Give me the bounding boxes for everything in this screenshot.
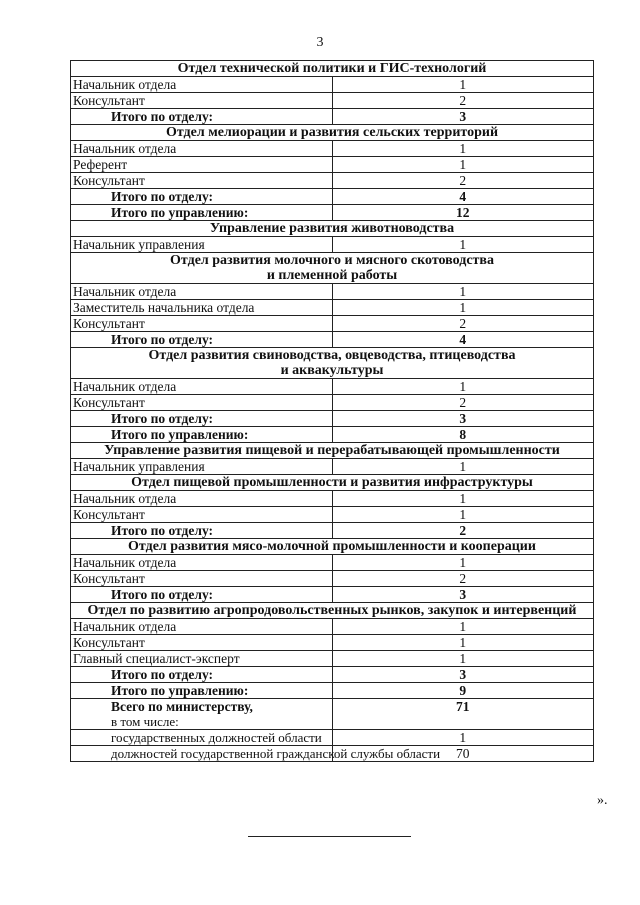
- total-row: [71, 189, 594, 205]
- count-value: 2: [332, 571, 594, 587]
- count-value: 2: [332, 93, 594, 109]
- label-text: Консультант: [73, 173, 145, 188]
- count-value: 1: [332, 507, 594, 523]
- section-header-row: [71, 443, 594, 459]
- position-label: [71, 109, 333, 125]
- position-label: [71, 93, 333, 109]
- section-title-line: Отдел технической политики и ГИС-технологий: [177, 61, 487, 76]
- section-title-line: Отдел развития мясо-молочной промышленности и кооперации: [128, 539, 536, 554]
- position-label: [71, 746, 441, 762]
- section-title-line: Отдел развития молочного и мясного скотоводства: [170, 253, 494, 268]
- section-header-row: [71, 61, 594, 77]
- position-label: [71, 635, 333, 651]
- position-label: [71, 284, 333, 300]
- label-text: Консультант: [73, 507, 145, 522]
- count-value: 71: [332, 699, 594, 730]
- position-label: [71, 555, 333, 571]
- section-title-line: Отдел развития свиноводства, овцеводства, птицеводства: [148, 348, 516, 363]
- count-value: 3: [332, 587, 594, 603]
- count-value: 1: [332, 284, 594, 300]
- section-header-row: [71, 539, 594, 555]
- count-value: 1: [332, 300, 594, 316]
- position-label: [71, 523, 333, 539]
- label-text: Заместитель начальника отдела: [73, 300, 255, 315]
- table-row: [71, 237, 594, 253]
- table-row: [71, 141, 594, 157]
- position-label: [71, 77, 333, 93]
- label-text: Начальник отдела: [73, 379, 177, 394]
- table-row: [71, 571, 594, 587]
- page-number: 3: [316, 35, 324, 50]
- total-row: [71, 427, 594, 443]
- table-row: [71, 746, 594, 762]
- position-label: [71, 332, 333, 348]
- table-row: [71, 173, 594, 189]
- position-label: [71, 507, 333, 523]
- count-value: 1: [332, 237, 594, 253]
- table-row: [71, 730, 594, 746]
- count-value: 1: [332, 555, 594, 571]
- label-text: Начальник отдела: [73, 284, 177, 299]
- position-label: [71, 619, 333, 635]
- count-value: 1: [332, 141, 594, 157]
- count-value: 1: [332, 379, 594, 395]
- separator-line: [248, 836, 411, 837]
- position-label: [71, 683, 333, 699]
- count-value: 4: [332, 189, 594, 205]
- section-header-row: [71, 253, 594, 284]
- section-title: [71, 125, 594, 141]
- total-row: [71, 523, 594, 539]
- section-title-line: и племенной работы: [266, 268, 398, 283]
- section-header-row: [71, 475, 594, 491]
- label-text: Итого по отделу:: [111, 667, 214, 682]
- position-label: [71, 587, 333, 603]
- table-row: [71, 77, 594, 93]
- table-row: [71, 507, 594, 523]
- count-value: 2: [332, 316, 594, 332]
- label-text: Начальник отдела: [73, 491, 177, 506]
- total-row: [71, 683, 594, 699]
- count-value: 1: [332, 730, 594, 746]
- label-text: Итого по отделу:: [111, 332, 214, 347]
- table-row: [71, 699, 594, 730]
- table-row: [71, 300, 594, 316]
- table-row: [71, 491, 594, 507]
- count-value: 1: [332, 491, 594, 507]
- position-label: [71, 427, 333, 443]
- label-text: Итого по отделу:: [111, 109, 214, 124]
- label-text: Начальник управления: [73, 459, 205, 474]
- label-text: Всего по министерству,: [111, 699, 253, 714]
- staff-table: [70, 60, 594, 762]
- table-row: [71, 459, 594, 475]
- position-label: [71, 651, 333, 667]
- label-text: Итого по управлению:: [111, 683, 249, 698]
- count-value: 9: [332, 683, 594, 699]
- section-title-line: Управление развития пищевой и перерабатывающей промышленности: [104, 443, 560, 458]
- count-value: 2: [332, 395, 594, 411]
- position-label: [71, 157, 333, 173]
- section-title: [71, 475, 594, 491]
- table-row: [71, 316, 594, 332]
- position-label: [71, 395, 333, 411]
- position-label: [71, 141, 333, 157]
- section-title: [71, 603, 594, 619]
- position-label: [71, 300, 333, 316]
- position-label: [71, 411, 333, 427]
- position-label: [71, 237, 333, 253]
- label-text: Консультант: [73, 93, 145, 108]
- total-row: [71, 205, 594, 221]
- position-label: [71, 571, 333, 587]
- position-label: [71, 491, 333, 507]
- table-row: [71, 635, 594, 651]
- count-value: 12: [332, 205, 594, 221]
- count-value: 1: [332, 651, 594, 667]
- label-text: Начальник отдела: [73, 77, 177, 92]
- section-title: [71, 253, 594, 284]
- section-title: [71, 539, 594, 555]
- total-row: [71, 109, 594, 125]
- section-header-row: [71, 125, 594, 141]
- label-text: Итого по управлению:: [111, 427, 249, 442]
- label-text: Итого по отделу:: [111, 523, 214, 538]
- count-value: 4: [332, 332, 594, 348]
- count-value: 70: [332, 746, 594, 762]
- label-text: Начальник отдела: [73, 141, 177, 156]
- section-title-line: Отдел мелиорации и развития сельских территорий: [165, 125, 499, 140]
- position-label: [71, 699, 333, 730]
- section-title-line: Отдел по развитию агропродовольственных рынков, закупок и интервенций: [87, 603, 577, 618]
- label-text: Итого по управлению:: [111, 205, 249, 220]
- count-value: 1: [332, 77, 594, 93]
- label-text: должностей государственной гражданской службы области: [111, 746, 441, 761]
- total-row: [71, 587, 594, 603]
- count-value: 2: [332, 523, 594, 539]
- position-label: [71, 205, 333, 221]
- position-label: [71, 459, 333, 475]
- label-text: Начальник отдела: [73, 555, 177, 570]
- position-label: [71, 316, 333, 332]
- label-text: Итого по отделу:: [111, 587, 214, 602]
- count-value: 1: [332, 459, 594, 475]
- label-text: Консультант: [73, 635, 145, 650]
- table-row: [71, 651, 594, 667]
- section-title: [71, 443, 594, 459]
- count-value: 3: [332, 667, 594, 683]
- table-row: [71, 619, 594, 635]
- position-label: [71, 173, 333, 189]
- total-row: [71, 332, 594, 348]
- section-title: [71, 348, 594, 379]
- position-label: [71, 379, 333, 395]
- table-row: [71, 395, 594, 411]
- count-value: 3: [332, 411, 594, 427]
- table-row: [71, 555, 594, 571]
- label-text: Консультант: [73, 316, 145, 331]
- label-text: Начальник управления: [73, 237, 205, 252]
- table-row: [71, 379, 594, 395]
- count-value: 1: [332, 157, 594, 173]
- label-text: в том числе:: [111, 714, 179, 729]
- label-text: Референт: [73, 157, 128, 172]
- section-header-row: [71, 221, 594, 237]
- section-title-line: и аквакультуры: [280, 363, 384, 378]
- label-text: Главный специалист-эксперт: [73, 651, 240, 666]
- section-header-row: [71, 348, 594, 379]
- total-row: [71, 667, 594, 683]
- section-title-line: Управление развития животноводства: [209, 221, 455, 236]
- section-title: [71, 221, 594, 237]
- section-title-line: Отдел пищевой промышленности и развития инфраструктуры: [131, 475, 533, 490]
- count-value: 1: [332, 635, 594, 651]
- section-header-row: [71, 603, 594, 619]
- label-text: Начальник отдела: [73, 619, 177, 634]
- table-row: [71, 93, 594, 109]
- count-value: 3: [332, 109, 594, 125]
- section-title: [71, 61, 594, 77]
- position-label: [71, 189, 333, 205]
- position-label: [71, 730, 333, 746]
- total-row: [71, 411, 594, 427]
- count-value: 8: [332, 427, 594, 443]
- label-text: Итого по отделу:: [111, 189, 214, 204]
- label-text: государственных должностей области: [111, 730, 322, 745]
- label-text: Консультант: [73, 395, 145, 410]
- label-text: Консультант: [73, 571, 145, 586]
- table-row: [71, 284, 594, 300]
- count-value: 1: [332, 619, 594, 635]
- table-row: [71, 157, 594, 173]
- count-value: 2: [332, 173, 594, 189]
- position-label: [71, 667, 333, 683]
- label-text: Итого по отделу:: [111, 411, 214, 426]
- closing-quote: ».: [597, 793, 608, 808]
